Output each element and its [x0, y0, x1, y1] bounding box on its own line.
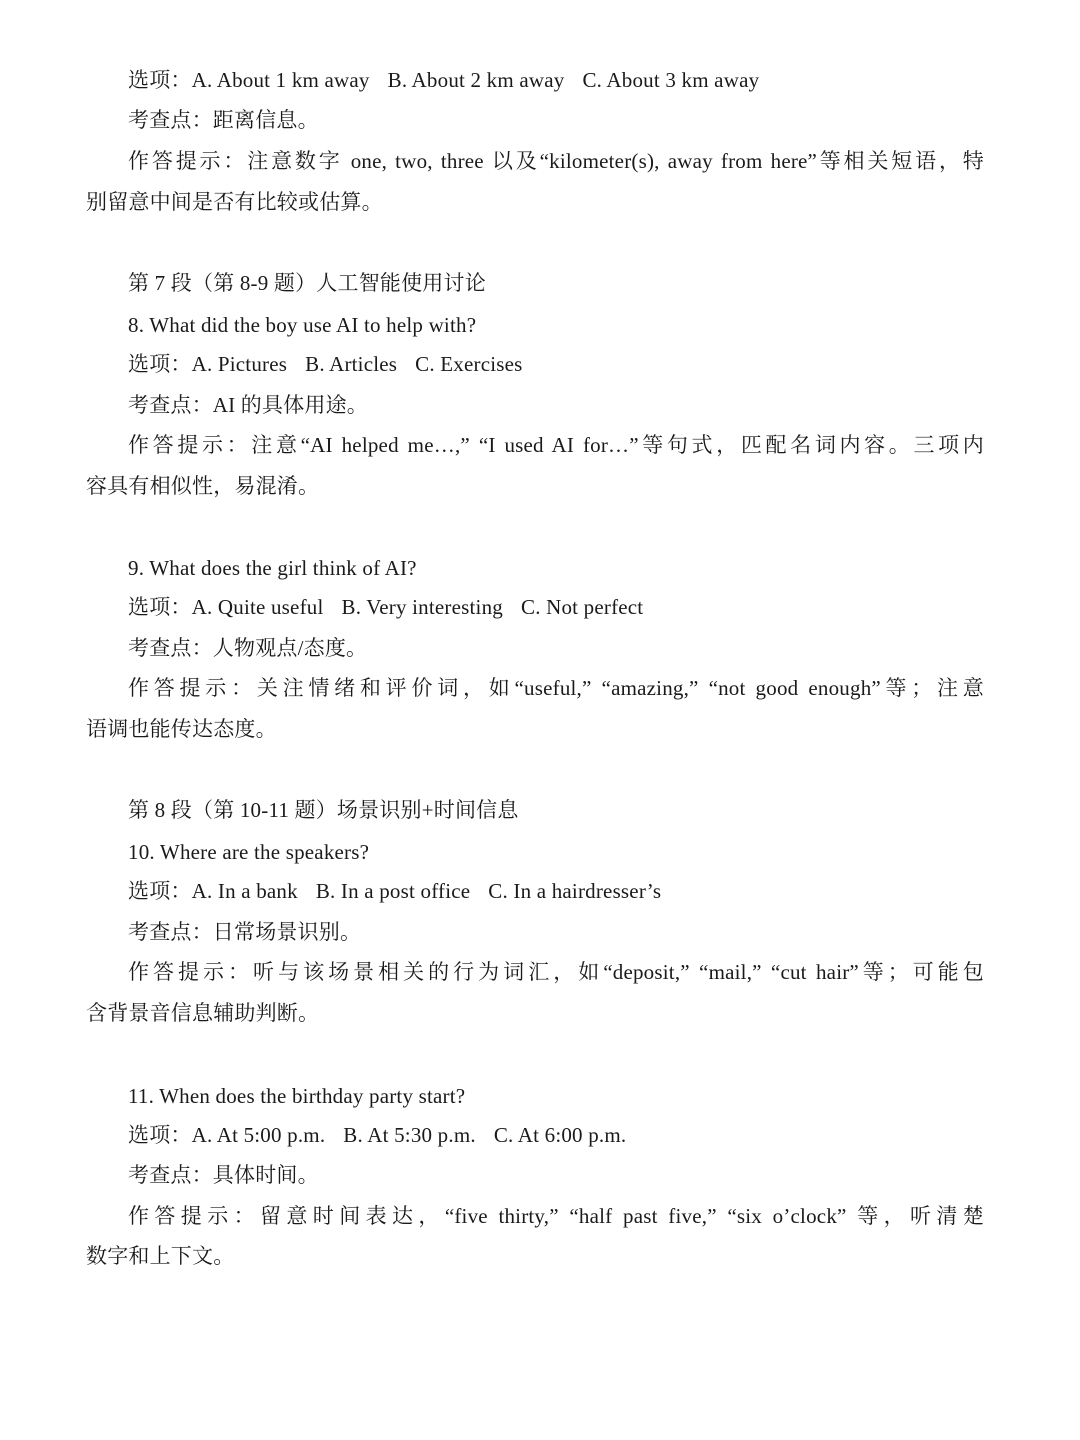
section-8-heading: 第 8 段（第 10-11 题）场景识别+时间信息: [128, 798, 519, 822]
options-prefix: 选项：: [128, 68, 192, 92]
option-c: C. Not perfect: [521, 595, 644, 619]
q11-focus: 考查点：具体时间。: [128, 1163, 319, 1187]
options-prefix: 选项：: [128, 1123, 192, 1147]
q10-options: [128, 877, 661, 905]
option-a: A. At 5:00 p.m.: [191, 1123, 326, 1147]
option-a: A. In a bank: [191, 879, 298, 903]
option-c: C. In a hairdresser’s: [488, 879, 662, 903]
section-7-heading: 第 7 段（第 8-9 题）人工智能使用讨论: [128, 271, 486, 295]
options-prefix: 选项：: [128, 595, 192, 619]
q7-tip-line1: 作答提示：注意数字 one, two, three 以及“kilometer(s), away from here”等相关短语，特: [128, 149, 984, 173]
q10-question: 10. Where are the speakers?: [128, 840, 370, 864]
q10-tip-line2: 含背景音信息辅助判断。: [86, 1001, 320, 1025]
q8-question: 8. What did the boy use AI to help with?: [128, 313, 477, 337]
q10-focus: 考查点：日常场景识别。: [128, 920, 362, 944]
q7-focus: 考查点：距离信息。: [128, 108, 319, 132]
q9-tip-line1: 作答提示：关注情绪和评价词，如“useful,” “amazing,” “not good enough”等；注意: [128, 676, 984, 700]
q9-question: 9. What does the girl think of AI?: [128, 556, 417, 580]
q11-question: 11. When does the birthday party start?: [128, 1084, 466, 1108]
q8-tip-line1: 作答提示：注意“AI helped me…,” “I used AI for…”等句式，匹配名词内容。三项内: [128, 433, 984, 457]
option-c: C. About 3 km away: [582, 68, 760, 92]
q11-options: [128, 1121, 626, 1149]
q8-options: [128, 350, 523, 378]
q9-focus: 考查点：人物观点/态度。: [128, 636, 368, 660]
option-a: A. Quite useful: [191, 595, 324, 619]
options-prefix: 选项：: [128, 879, 192, 903]
q10-tip-line1: 作答提示：听与该场景相关的行为词汇，如“deposit,” “mail,” “cut hair”等；可能包: [128, 960, 984, 984]
option-b: B. Very interesting: [341, 595, 503, 619]
q7-options: [128, 66, 759, 94]
q7-tip-line2: 别留意中间是否有比较或估算。: [86, 190, 383, 214]
q9-tip-line2: 语调也能传达态度。: [86, 717, 277, 741]
q11-tip-line1: 作答提示：留意时间表达，“five thirty,” “half past five,” “six o’clock” 等，听清楚: [128, 1204, 984, 1228]
option-b: B. In a post office: [315, 879, 471, 903]
q8-focus: 考查点：AI 的具体用途。: [128, 393, 369, 417]
option-a: A. About 1 km away: [191, 68, 370, 92]
q9-options: [128, 593, 643, 621]
option-b: B. About 2 km away: [387, 68, 565, 92]
option-c: C. Exercises: [415, 352, 523, 376]
option-b: B. Articles: [305, 352, 398, 376]
option-c: C. At 6:00 p.m.: [493, 1123, 627, 1147]
q11-tip-line2: 数字和上下文。: [86, 1244, 235, 1268]
q8-tip-line2: 容具有相似性，易混淆。: [86, 474, 320, 498]
option-b: B. At 5:30 p.m.: [343, 1123, 476, 1147]
option-a: A. Pictures: [191, 352, 288, 376]
options-prefix: 选项：: [128, 352, 192, 376]
